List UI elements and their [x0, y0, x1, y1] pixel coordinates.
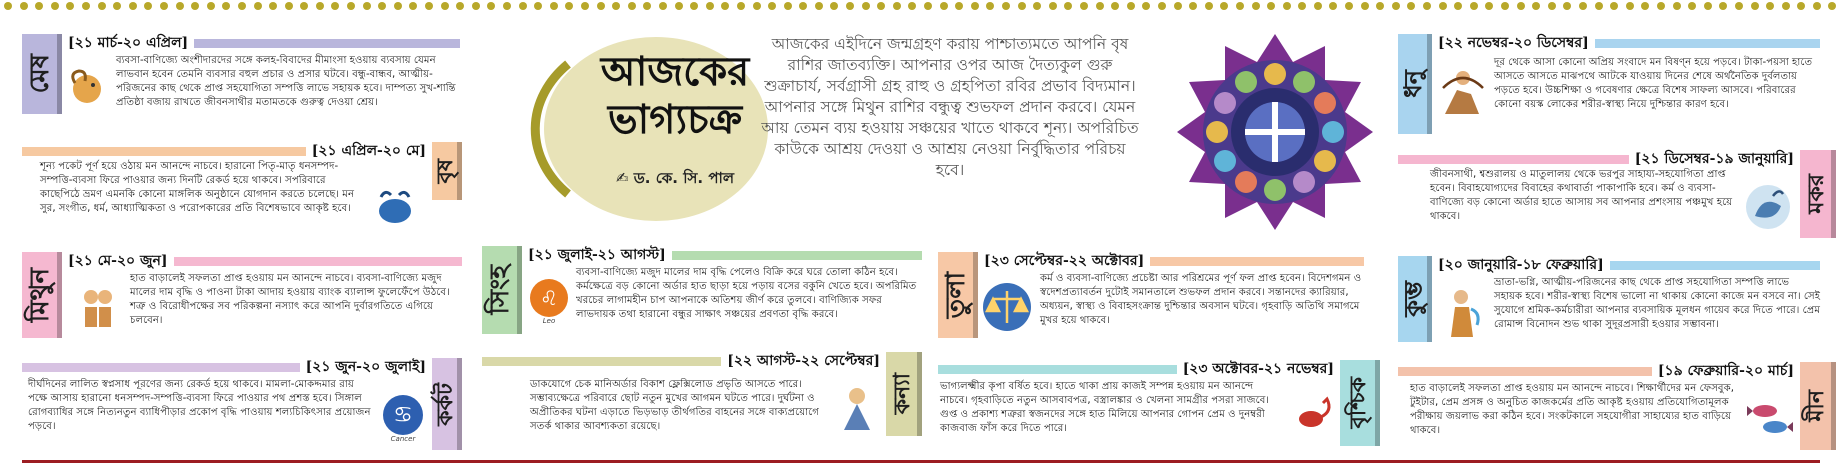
border-dot [66, 2, 74, 10]
pen-icon: ✍ [615, 169, 634, 187]
archer-icon [1436, 62, 1488, 120]
sign-dates: [২৩ অক্টোবর-২১ নভেম্বর] [1182, 361, 1334, 377]
color-bar [22, 363, 300, 372]
border-dot [160, 2, 168, 10]
border-dot [924, 2, 932, 10]
color-bar [1398, 155, 1629, 164]
sign-tab-brishchik: বৃশ্চিক [1340, 360, 1380, 446]
border-dot [144, 2, 152, 10]
border-dot [737, 2, 745, 10]
border-dot [1127, 2, 1135, 10]
border-dot [1329, 2, 1337, 10]
sign-text: দীর্ঘদিনের লালিত স্বপ্নসাধ পূরণের জন্য রেকর্ড হয়ে থাকবে। মামলা-মোকদ্দমার রায় পক্ষে আসায় হারানো ধনসম্পদ-সম্পত্তি-ব্যবসা ফিরে পাওয়ার পথ প্রশস্ত হবে। সিঙ্গাল রোগব্যাধির সঙ্গে নিত্যনতুন ব্যাধিপীড়ার প্রকোপ বৃদ্ধি পাওয়ায় শল্যচিকিৎসার প্রয়োজন পড়বে। [28, 379, 371, 432]
fish-icon [1744, 392, 1796, 444]
sign-text: ব্যবসা-বাণিজ্যে অংশীদারদের সঙ্গে কলহ-বিবাদের মীমাংসা হওয়ায় ব্যবসায় যেমন লাভবান হবেন তেমনি ব্যবসার বহুল প্রচার ও প্রসার ঘটবে। বন্ধু-বান্ধব, আত্মীয়-পরিজনের কাছ থেকে প্রাপ্ত সহযোগিতা সম্পত্তি লাভে সহায়ক হবে। দাম্পত্য সুখ-শান্তি প্রতিষ্ঠা বজায় রাখতে জীবনসাথীর মতামতকে গুরুত্ব দেওয়া শ্রেয়। [116, 55, 456, 108]
border-dot [316, 2, 324, 10]
border-dot [441, 2, 449, 10]
border-dot [1236, 2, 1244, 10]
border-dot [1314, 2, 1322, 10]
border-dot [191, 2, 199, 10]
border-dot [1189, 2, 1197, 10]
border-dot [98, 2, 106, 10]
sign-dates: [২১ ডিসেম্বর-১৯ জানুয়ারি] [1634, 151, 1794, 167]
border-dot [113, 2, 121, 10]
border-dot [1828, 2, 1836, 10]
sign-dates: [২২ আগস্ট-২২ সেপ্টেম্বর] [727, 353, 880, 369]
color-bar [938, 365, 1177, 374]
border-dot [612, 2, 620, 10]
sign-tab-singha: সিংহ [482, 246, 522, 334]
sign-text: কর্ম ও ব্যবসা-বাণিজ্যে প্রচেষ্টা আর পরিশ্রমের পূর্ণ ফল প্রাপ্ত হবেন। বিদেশগমন ও স্বদেশপ্রত্যাবর্তন দুটোই সমানতালে শুভফল প্রদান করবে। সন্তানদের ক্যারিয়ার, অধ্যয়ন, স্বাস্থ্য ও বিবাহসংক্রান্ত দুশ্চিন্তার অবসান ঘটবে। গৃহবাড়ি অতিথি সমাগমে মুখর হয়ে থাকবে। [1040, 273, 1362, 326]
border-dot [1548, 2, 1556, 10]
border-dot [1407, 2, 1415, 10]
sign-text: শূন্য পকেট পূর্ণ হয়ে ওঠায় মন আনন্দে নাচবে। হারানো পিতৃ-মাতৃ ধনসম্পদ-সম্পত্তি-ব্যবসা ফিরে পাওয়ার জন্য দিনটি রেকর্ড হয়ে থাকবে। সপরিবারে কাছেপিঠে ভ্রমণ এমনকি কোনো মাঙ্গলিক অনুষ্ঠানে যোগদান করতে চলেছে। মন সুর, সংগীত, ধর্ম, আধ্যাত্মিকতা ও পরোপকারের প্রতি বিশেষভাবে আকৃষ্ট হবে। [40, 161, 355, 214]
border-dot [35, 2, 43, 10]
border-dot [1797, 2, 1805, 10]
border-dot [534, 2, 542, 10]
border-dot [238, 2, 246, 10]
border-dot [1719, 2, 1727, 10]
scorpion-icon [1290, 388, 1338, 440]
border-dot [472, 2, 480, 10]
sign-text: ভাগ্যলক্ষ্মীর কৃপা বর্ষিত হবে। হাতে থাকা প্রায় কাজই সম্পন্ন হওয়ায় মন আনন্দে নাচবে। গৃহবাড়িতে নতুন আসবাবপত্র, বস্ত্রালঙ্কার ও খেলনা সামগ্রীর পসরা সাজবে। গুপ্ত ও প্রকাশ্য শত্রুরা স্বজনদের সঙ্গে হাত মিলিয়ে আপনার গোপন প্রেম ও দুনম্বরী কাজবাজ ফাঁস করে দিতে পারে। [940, 381, 1270, 434]
border-dot [675, 2, 683, 10]
border-dot [706, 2, 714, 10]
border-dot [1018, 2, 1026, 10]
border-dot [753, 2, 761, 10]
color-bar [1150, 257, 1364, 266]
border-dot [82, 2, 90, 10]
border-dot [877, 2, 885, 10]
border-dot [986, 2, 994, 10]
border-dot [1782, 2, 1790, 10]
border-dot [908, 2, 916, 10]
border-dot [846, 2, 854, 10]
border-dot [955, 2, 963, 10]
color-bar [1610, 261, 1820, 270]
border-dot [487, 2, 495, 10]
border-dot [1267, 2, 1275, 10]
border-dot [20, 2, 28, 10]
cancer-icon [378, 390, 428, 446]
border-dot [1563, 2, 1571, 10]
border-dot [1033, 2, 1041, 10]
border-dot [1673, 2, 1681, 10]
border-dot [971, 2, 979, 10]
sign-dates: [১৯ ফেব্রুয়ারি-২০ মার্চ] [1657, 363, 1794, 379]
border-dot [1376, 2, 1384, 10]
border-dot [1454, 2, 1462, 10]
zodiac-wheel-icon [1175, 32, 1375, 232]
border-dot [1485, 2, 1493, 10]
border-dot [1220, 2, 1228, 10]
border-dot [1111, 2, 1119, 10]
border-dot [1361, 2, 1369, 10]
border-dot [1688, 2, 1696, 10]
sign-dates: [২১ জুন-২০ জুলাই] [305, 359, 426, 375]
color-bar [672, 251, 922, 260]
border-dot [176, 2, 184, 10]
border-dot [799, 2, 807, 10]
svg-text:♌: ♌ [540, 286, 558, 310]
emblem-caption: Cancer [390, 435, 416, 443]
sign-tab-karkat: কর্কট [432, 358, 462, 450]
sign-dates: [২৩ সেপ্টেম্বর-২২ অক্টোবর] [984, 253, 1145, 269]
border-dot [519, 2, 527, 10]
border-dot [1439, 2, 1447, 10]
border-dot [1751, 2, 1759, 10]
dotted-border [0, 0, 1842, 12]
color-bar [1595, 39, 1820, 48]
color-bar [1398, 367, 1652, 376]
sign-tab-brish: বৃষ [432, 142, 462, 200]
sign-text: হাত বাড়ালেই সফলতা প্রাপ্ত হওয়ায় মন আনন্দে নাচবে। ব্যবসা-বাণিজ্যে মজুদ মালের দাম বৃদ্ধি ও পাওনা টাকা আদায় হওয়ায় ব্যাংক ব্যালান্স ফুলেফেঁপে উঠবে। শত্রু ও বিরোধীপক্ষের সব পরিকল্পনা নস্যাৎ করে আপনি দুর্বারগতিতে এগিয়ে চলবেন। [130, 273, 450, 326]
sign-tab-meen: মীন [1800, 362, 1836, 450]
border-dot [1641, 2, 1649, 10]
sign-tab-mithun: মিথুন [22, 252, 62, 338]
border-dot [1423, 2, 1431, 10]
sign-text: ভ্রাতা-ভগ্নি, আত্মীয়-পরিজনের কাছ থেকে প্রাপ্ত সহযোগিতা সম্পত্তি লাভে সহায়ক হবে। শরীর-স্বাস্থ্য বিশেষ ভালো না থাকায় কোনো কাজে মন বসবে না। সেই সুযোগে শ্রমিক-কর্মচারীরা আপনার ব্যবসায়িক মূলধন গায়েব করে দিতে পারে। প্রেম রোমান্স বিনোদন শুভ থাকা সুদূরপ্রসারী হওয়ার সম্ভাবনা। [1494, 277, 1821, 330]
border-dot [581, 2, 589, 10]
border-dot [628, 2, 636, 10]
border-dot [862, 2, 870, 10]
border-dot [1735, 2, 1743, 10]
ram-icon [64, 64, 110, 110]
border-dot [784, 2, 792, 10]
border-dot [1096, 2, 1104, 10]
border-dot [1064, 2, 1072, 10]
border-dot [643, 2, 651, 10]
border-dot [347, 2, 355, 10]
border-dot [1283, 2, 1291, 10]
border-dot [1298, 2, 1306, 10]
sign-text: জীবনসাথী, শ্বশুরালয় ও মাতুলালয় থেকে ভরপুর সাহায্য-সহযোগিতা প্রাপ্ত হবেন। বিবাহযোগ্যদের বিবাহের কথাবার্তা পাকাপাকি হবে। কর্ম ও ব্যবসা-বাণিজ্যে বড় কোনো অর্ডার হাতে আসায় সব আপনার প্রশংসায় পঞ্চমুখ হয়ে থাকবে। [1430, 169, 1733, 222]
border-dot [456, 2, 464, 10]
border-dot [1626, 2, 1634, 10]
color-bar [22, 147, 306, 156]
border-dot [690, 2, 698, 10]
border-dot [1049, 2, 1057, 10]
sign-tab-mesh: মেষ [22, 34, 62, 114]
sign-dates: [২১ মার্চ-২০ এপ্রিল] [68, 35, 189, 51]
sign-tab-makar: মকর [1800, 150, 1836, 238]
border-dot [1002, 2, 1010, 10]
border-dot [1657, 2, 1665, 10]
border-dot [51, 2, 59, 10]
author-name: ড. কে. সি. পাল [633, 169, 735, 187]
border-dot [768, 2, 776, 10]
border-dot [1813, 2, 1821, 10]
border-dot [1080, 2, 1088, 10]
bull-icon [370, 180, 420, 230]
page-title: আজকের ভাগ্যচক্র [600, 48, 750, 143]
emblem-caption: Leo [542, 317, 556, 325]
border-dot [1595, 2, 1603, 10]
author [560, 167, 790, 192]
border-dot [1470, 2, 1478, 10]
border-dot [550, 2, 558, 10]
border-dot [815, 2, 823, 10]
virgo-icon [832, 382, 882, 434]
sign-text: দূর থেকে আসা কোনো অপ্রিয় সংবাদে মন বিষণ্ন হয়ে পড়বে। টাকা-পয়সা হাতে আসতে আসতে মাঝপথে আটকে যাওয়ায় দিনের শেষে অর্থনৈতিক দুর্বলতায় পড়তে হবে। উচ্চশিক্ষা ও গবেষণার ক্ষেত্রে বিশেষ সাফল্য আসবে। পরিবারের কোনো বয়স্ক লোকের শরীর-স্বাস্থ্য নিয়ে দুশ্চিন্তার কারণ হবে। [1494, 57, 1813, 110]
border-dot [1205, 2, 1213, 10]
sign-dates: [২১ মে-২০ জুন] [68, 253, 168, 269]
border-dot [425, 2, 433, 10]
border-dot [269, 2, 277, 10]
color-bar [174, 257, 462, 266]
border-dot [1517, 2, 1525, 10]
border-dot [1252, 2, 1260, 10]
border-dot [222, 2, 230, 10]
sign-text: ব্যবসা-বাণিজ্যে মজুদ মালের দাম বৃদ্ধি পেলেও বিক্রি করে ঘরে তোলা কঠিন হবে। কর্মক্ষেত্রে বড় কোনো অর্ডার হাত ছাড়া হয়ে পড়ায় বসের বকুনি খেতে হবে। অপরিমিত খরচের লাগামহীন চাপ আপনাকে অতিশয় জীর্ণ করে তুলবে। বাণিজ্যিক সফর লাভদায়ক তথা হারানো বন্ধুর সাক্ষাৎ সঞ্চয়ের প্রবণতা বৃদ্ধি করবে। [576, 267, 917, 320]
border-dot [503, 2, 511, 10]
water-bearer-icon [1436, 284, 1486, 340]
scales-icon [980, 280, 1034, 334]
goat-icon [1742, 180, 1794, 234]
svg-text:♋: ♋ [393, 403, 413, 428]
border-dot [331, 2, 339, 10]
border-dot [1392, 2, 1400, 10]
twins-icon [72, 280, 124, 332]
border-dot [4, 2, 12, 10]
sign-dates: [২১ এপ্রিল-২০ মে] [311, 143, 426, 159]
color-bar [194, 39, 460, 48]
border-dot [597, 2, 605, 10]
border-dot [378, 2, 386, 10]
bottom-rule [22, 460, 1820, 463]
border-dot [394, 2, 402, 10]
intro-text: আজকের এইদিনে জন্মগ্রহণ করায় পাশ্চাত্যমতে আপনি বৃষ রাশির জাতব্যক্তি। আপনার ওপর আজ দৈত্যকুল গুরু শুক্রাচার্য, সর্বগ্রাসী গ্রহ রাহু ও গ্রহপিতা রবির প্রভাব বিদ্যমান। আপনার সঙ্গে মিথুন রাশির বন্ধুত্ব শুভফল প্রদান করবে। যেমন আয় তেমন ব্যয় হওয়ায় সঞ্চয়ের খাতে থাকবে শূন্য। অপরিচিত কাউকে আশ্রয় দেওয়া ও আশ্রয় নেওয়া নির্বুদ্ধিতার পরিচয় হবে। [761, 35, 1139, 179]
sign-tab-dhanu: ধনু [1398, 34, 1432, 134]
lion-icon [526, 272, 572, 330]
sign-tab-tula: তুলা [938, 252, 978, 338]
sign-dates: [২১ জুলাই-২১ আগস্ট] [528, 247, 666, 263]
border-dot [893, 2, 901, 10]
border-dot [363, 2, 371, 10]
border-dot [659, 2, 667, 10]
color-bar [482, 357, 721, 366]
sign-tab-kumbha: কুম্ভ [1398, 256, 1432, 342]
sign-dates: [২২ নভেম্বর-২০ ডিসেম্বর] [1438, 35, 1589, 51]
border-dot [940, 2, 948, 10]
border-dot [1766, 2, 1774, 10]
border-dot [300, 2, 308, 10]
border-dot [129, 2, 137, 10]
sign-text: ডাকযোগে চেক মানিঅর্ডার বিকাশ ফ্লেক্সিলোড প্রভৃতি আসতে পারে। সম্ভাব্যক্ষেত্রে পরিবারে ছোট নতুন মুখের আগমন ঘটতে পারে। দুর্ঘটনা ও অপ্রীতিকর ঘটনা এড়াতে ভিড়ভাড় তীর্থগতির বাহনের সঙ্গে বাক্যপ্রয়োগে সতর্ক থাকার আবশ্যকতা রয়েছে। [530, 379, 819, 432]
border-dot [1501, 2, 1509, 10]
border-dot [1142, 2, 1150, 10]
border-dot [1579, 2, 1587, 10]
border-dot [254, 2, 262, 10]
border-dot [565, 2, 573, 10]
border-dot [207, 2, 215, 10]
sign-text: হাত বাড়ালেই সফলতা প্রাপ্ত হওয়ায় মন আনন্দে নাচবে। শিক্ষার্থীদের মন ফেসবুক, টুইটার, প্রেম প্রসঙ্গ ও অনুচিত কাজকর্মের প্রতি আকৃষ্ট হওয়ায় প্রতিযোগিতামূলক পরীক্ষায় জয়লাভ করা কঠিন হবে। সংকটকালে সহযোগীরা সাহায্যের হাত বাড়িয়ে থাকবে। [1410, 383, 1734, 436]
sign-tab-kanya: কন্যা [886, 352, 922, 436]
border-dot [1174, 2, 1182, 10]
sign-dates: [২০ জানুয়ারি-১৮ ফেব্রুয়ারি] [1438, 257, 1604, 273]
border-dot [1704, 2, 1712, 10]
border-dot [1532, 2, 1540, 10]
border-dot [830, 2, 838, 10]
border-dot [1610, 2, 1618, 10]
border-dot [285, 2, 293, 10]
border-dot [1158, 2, 1166, 10]
border-dot [721, 2, 729, 10]
border-dot [1345, 2, 1353, 10]
border-dot [409, 2, 417, 10]
